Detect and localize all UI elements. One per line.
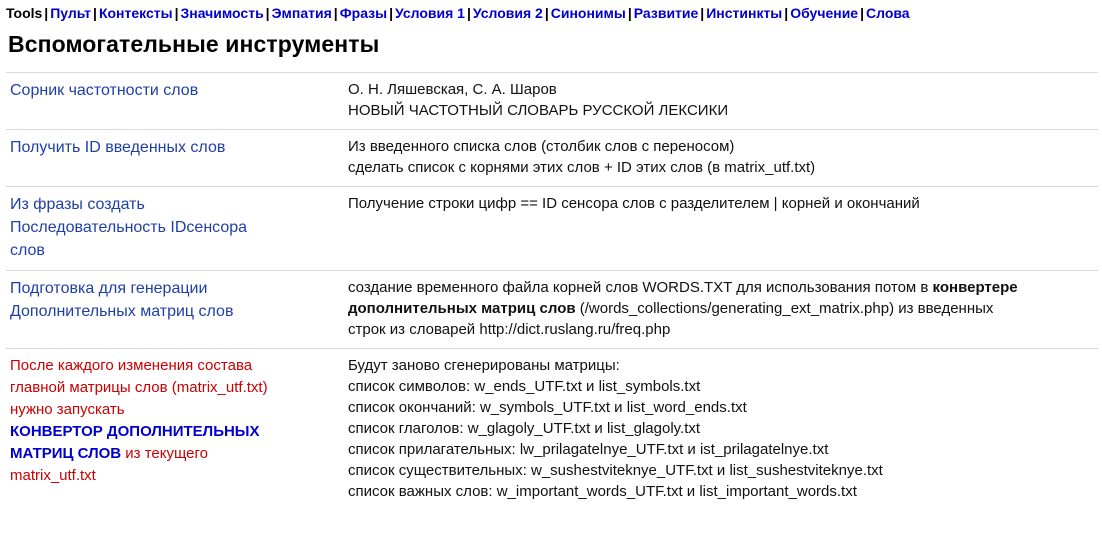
note-description-item: список важных слов: w_important_words_UTF.txt и list_important_words.txt (348, 483, 857, 500)
nav-item-razvitie[interactable]: Развитие (633, 5, 699, 21)
nav-separator: | (389, 5, 394, 21)
description-line: НОВЫЙ ЧАСТОТНЫЙ СЛОВАРЬ РУССКОЙ ЛЕКСИКИ (348, 102, 729, 119)
table-row-note (6, 349, 1098, 511)
tool-link-phrase-to-idsensor[interactable] (10, 196, 247, 259)
nav-item-konteksty[interactable]: Контексты (98, 5, 173, 21)
nav-item-frazy[interactable]: Фразы (339, 5, 388, 21)
note-cell (6, 349, 344, 511)
tool-link-line: Дополнительных матриц слов (10, 303, 234, 320)
note-description-item: список символов: w_ends_UTF.txt и list_symbols.txt (348, 378, 701, 395)
description-emphasis: дополнительных матриц слов (348, 300, 576, 317)
top-navigation (6, 4, 1096, 23)
note-description-title: Будут заново сгенерированы матрицы: (348, 357, 620, 374)
note-description-item: список окончаний: w_symbols_UTF.txt и list_word_ends.txt (348, 399, 747, 416)
nav-separator: | (265, 5, 270, 21)
tool-link-line: Подготовка для генерации (10, 280, 208, 297)
note-description-cell (344, 349, 1098, 511)
nav-separator: | (466, 5, 471, 21)
description-line: сделать список с корнями этих слов + ID этих слов (в matrix_utf.txt) (348, 159, 816, 176)
tool-link-prepare-generation[interactable] (10, 280, 233, 320)
nav-item-sinonimy[interactable]: Синонимы (550, 5, 626, 21)
nav-item-usloviya-1[interactable]: Условия 1 (395, 5, 465, 21)
tool-link-cell (6, 271, 344, 349)
nav-separator: | (93, 5, 97, 21)
nav-separator: | (333, 5, 338, 21)
tool-description-cell (344, 130, 1098, 187)
note-description-item: список прилагательных: lw_prilagatelnye_UTF.txt и ist_prilagatelnye.txt (348, 441, 829, 458)
nav-separator: | (44, 5, 49, 21)
table-row (6, 187, 1098, 271)
nav-item-instinkty[interactable]: Инстинкты (706, 5, 783, 21)
page-title: Вспомогательные инструменты (8, 31, 380, 57)
note-converter-title: КОНВЕРТОР ДОПОЛНИТЕЛЬНЫХ (10, 423, 260, 440)
nav-item-slova[interactable]: Слова (866, 5, 910, 21)
note-warning-line: matrix_utf.txt (10, 467, 96, 484)
tool-link-cell (6, 73, 344, 130)
nav-item-empatiya[interactable]: Эмпатия (271, 5, 332, 21)
tool-link-cell (6, 130, 344, 187)
note-converter-title-2: МАТРИЦ СЛОВ (10, 445, 122, 462)
tool-link-word-frequency[interactable]: Сорник частотности слов (10, 82, 199, 99)
note-description-item: список существительных: w_sushestviteknye_UTF.txt и list_sushestviteknye.txt (348, 462, 883, 479)
tool-link-line: слов (10, 242, 45, 259)
note-warning-line: из текущего (121, 445, 209, 462)
tool-link-line: Из фразы создать (10, 196, 145, 213)
nav-separator: | (544, 5, 549, 21)
description-paragraph (348, 277, 1094, 340)
tools-table (6, 72, 1098, 510)
nav-separator: | (784, 5, 789, 21)
tool-link-cell (6, 187, 344, 271)
nav-separator: | (627, 5, 632, 21)
table-row (6, 73, 1098, 130)
description-line: О. Н. Ляшевская, С. А. Шаров (348, 81, 557, 98)
table-row (6, 130, 1098, 187)
nav-separator: | (700, 5, 705, 21)
nav-item-znachimost[interactable]: Значимость (180, 5, 264, 21)
description-text: (/words_collections/generating_ext_matrix.php) из введенных (575, 300, 994, 317)
tool-description-cell (344, 73, 1098, 130)
nav-separator: | (860, 5, 865, 21)
nav-item-obuchenie[interactable]: Обучение (790, 5, 859, 21)
nav-item-usloviya-2[interactable]: Условия 2 (472, 5, 543, 21)
note-warning-line: нужно запускать (10, 401, 125, 418)
note-warning-line: После каждого изменения состава (10, 357, 253, 374)
tool-link-line: Последовательность IDсенсора (10, 219, 248, 236)
tool-link-get-word-ids[interactable]: Получить ID введенных слов (10, 139, 226, 156)
description-text: строк из словарей http://dict.ruslang.ru/freq.php (348, 321, 671, 338)
note-converter-line (10, 443, 340, 465)
description-line: Получение строки цифр == ID сенсора слов с разделителем | корней и окончаний (348, 195, 920, 212)
nav-separator: | (174, 5, 179, 21)
description-line: Из введенного списка слов (столбик слов с переносом) (348, 138, 735, 155)
note-description-item: список глаголов: w_glagoly_UTF.txt и list_glagoly.txt (348, 420, 701, 437)
description-emphasis: конвертере (932, 279, 1018, 296)
description-text: создание временного файла корней слов WORDS.TXT для использования потом в (348, 279, 933, 296)
nav-item-tools[interactable]: Tools (6, 5, 43, 21)
nav-item-pult[interactable]: Пульт (50, 5, 92, 21)
tool-description-cell (344, 271, 1098, 349)
table-row (6, 271, 1098, 349)
note-warning-line: главной матрицы слов (matrix_utf.txt) (10, 379, 268, 396)
tool-description-cell (344, 187, 1098, 271)
